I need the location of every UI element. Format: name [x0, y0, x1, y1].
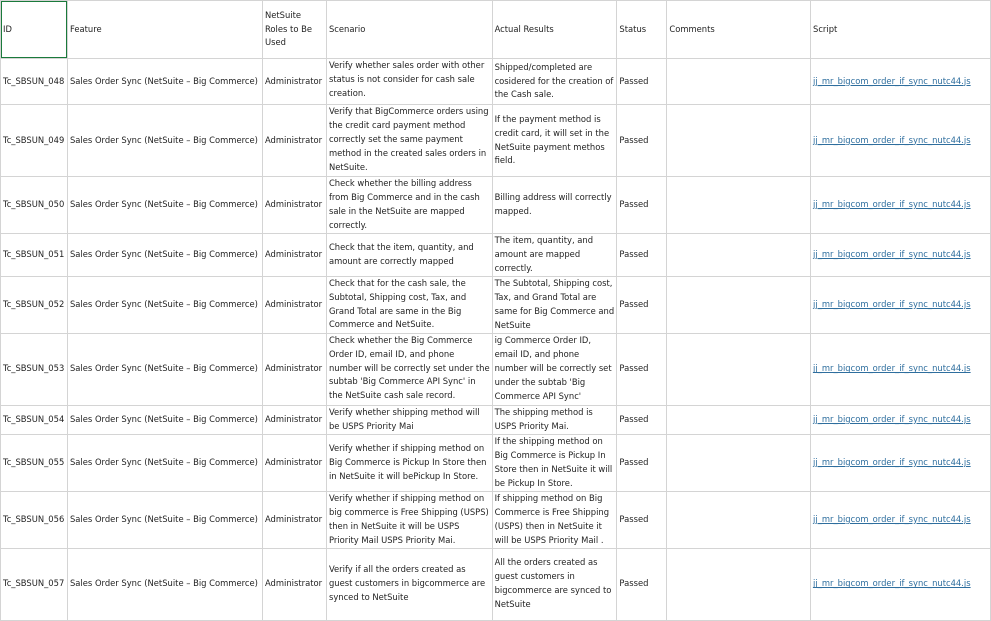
cell-id[interactable]: Tc_SBSUN_055	[1, 434, 68, 491]
cell-script[interactable]	[811, 59, 991, 105]
header-comments[interactable]: Comments	[667, 1, 811, 59]
script-link[interactable]: jj_mr_bigcom_order_if_sync_nutc44.js	[813, 199, 971, 210]
cell-scenario[interactable]: Verify if all the orders created as guest customers in bigcommerce are synced to NetSuite	[326, 548, 492, 620]
cell-feature[interactable]: Sales Order Sync (NetSuite – Big Commerce)	[67, 177, 262, 234]
header-id[interactable]: ID	[1, 1, 68, 59]
cell-script[interactable]	[811, 276, 991, 333]
cell-feature[interactable]: Sales Order Sync (NetSuite – Big Commerce)	[67, 491, 262, 548]
cell-script[interactable]	[811, 548, 991, 620]
cell-status[interactable]: Passed	[617, 405, 667, 434]
cell-actual-results[interactable]: If shipping method on Big Commerce is Free Shipping (USPS) then in NetSuite it will be USPS Priority Mail .	[492, 491, 617, 548]
cell-script[interactable]	[811, 105, 991, 177]
table-row	[1, 405, 991, 434]
cell-roles[interactable]: Administrator	[262, 276, 326, 333]
cell-id[interactable]: Tc_SBSUN_052	[1, 276, 68, 333]
script-link[interactable]: jj_mr_bigcom_order_if_sync_nutc44.js	[813, 413, 971, 424]
cell-script[interactable]	[811, 177, 991, 234]
script-link[interactable]: jj_mr_bigcom_order_if_sync_nutc44.js	[813, 363, 971, 374]
script-link[interactable]: jj_mr_bigcom_order_if_sync_nutc44.js	[813, 248, 971, 259]
table-row	[1, 234, 991, 277]
cell-id[interactable]: Tc_SBSUN_049	[1, 105, 68, 177]
cell-status[interactable]: Passed	[617, 548, 667, 620]
cell-status[interactable]: Passed	[617, 234, 667, 277]
script-link[interactable]: jj_mr_bigcom_order_if_sync_nutc44.js	[813, 513, 971, 524]
cell-roles[interactable]: Administrator	[262, 234, 326, 277]
cell-actual-results[interactable]: ig Commerce Order ID, email ID, and phone number will be correctly set under the subtab 'Big Commerce API Sync'	[492, 333, 617, 405]
script-link[interactable]: jj_mr_bigcom_order_if_sync_nutc44.js	[813, 134, 971, 145]
header-scenario[interactable]: Scenario	[326, 1, 492, 59]
cell-roles[interactable]: Administrator	[262, 105, 326, 177]
cell-comments[interactable]	[667, 59, 811, 105]
cell-roles[interactable]: Administrator	[262, 548, 326, 620]
cell-actual-results[interactable]: All the orders created as guest customers in bigcommerce are synced to NetSuite	[492, 548, 617, 620]
cell-status[interactable]: Passed	[617, 276, 667, 333]
cell-actual-results[interactable]: The item, quantity, and amount are mapped correctly.	[492, 234, 617, 277]
cell-scenario[interactable]: Verify that BigCommerce orders using the credit card payment method correctly set the same payment method in the created sales orders in NetSuite.	[326, 105, 492, 177]
cell-scenario[interactable]: Check whether the Big Commerce Order ID, email ID, and phone number will be correctly set under the subtab 'Big Commerce API Sync' in the NetSuite cash sale record.	[326, 333, 492, 405]
cell-status[interactable]: Passed	[617, 177, 667, 234]
table-row	[1, 59, 991, 105]
cell-id[interactable]: Tc_SBSUN_048	[1, 59, 68, 105]
cell-actual-results[interactable]: The Subtotal, Shipping cost, Tax, and Grand Total are same for Big Commerce and NetSuite	[492, 276, 617, 333]
header-actual-results[interactable]: Actual Results	[492, 1, 617, 59]
cell-status[interactable]: Passed	[617, 434, 667, 491]
cell-feature[interactable]: Sales Order Sync (NetSuite – Big Commerce)	[67, 333, 262, 405]
cell-feature[interactable]: Sales Order Sync (NetSuite – Big Commerce)	[67, 405, 262, 434]
table-row	[1, 333, 991, 405]
header-status[interactable]: Status	[617, 1, 667, 59]
cell-roles[interactable]: Administrator	[262, 177, 326, 234]
table-row	[1, 276, 991, 333]
cell-roles[interactable]: Administrator	[262, 333, 326, 405]
cell-comments[interactable]	[667, 105, 811, 177]
cell-status[interactable]: Passed	[617, 105, 667, 177]
cell-id[interactable]: Tc_SBSUN_054	[1, 405, 68, 434]
header-roles[interactable]: NetSuite Roles to Be Used	[262, 1, 326, 59]
script-link[interactable]: jj_mr_bigcom_order_if_sync_nutc44.js	[813, 75, 971, 86]
cell-actual-results[interactable]: Shipped/completed are cosidered for the creation of the Cash sale.	[492, 59, 617, 105]
cell-roles[interactable]: Administrator	[262, 59, 326, 105]
cell-actual-results[interactable]: If the shipping method on Big Commerce is Pickup In Store then in NetSuite it will be Pickup In Store.	[492, 434, 617, 491]
header-script[interactable]: Script	[811, 1, 991, 59]
cell-scenario[interactable]: Check whether the billing address from Big Commerce and in the cash sale in the NetSuite are mapped correctly.	[326, 177, 492, 234]
header-feature[interactable]: Feature	[67, 1, 262, 59]
table-row	[1, 434, 991, 491]
cell-id[interactable]: Tc_SBSUN_056	[1, 491, 68, 548]
cell-id[interactable]: Tc_SBSUN_053	[1, 333, 68, 405]
cell-roles[interactable]: Administrator	[262, 491, 326, 548]
cell-feature[interactable]: Sales Order Sync (NetSuite – Big Commerce)	[67, 105, 262, 177]
cell-feature[interactable]: Sales Order Sync (NetSuite – Big Commerce)	[67, 434, 262, 491]
cell-script[interactable]	[811, 405, 991, 434]
cell-scenario[interactable]: Verify whether sales order with other status is not consider for cash sale creation.	[326, 59, 492, 105]
cell-comments[interactable]	[667, 177, 811, 234]
cell-feature[interactable]: Sales Order Sync (NetSuite – Big Commerce)	[67, 59, 262, 105]
cell-scenario[interactable]: Check that the item, quantity, and amount are correctly mapped	[326, 234, 492, 277]
cell-actual-results[interactable]: The shipping method is USPS Priority Mai.	[492, 405, 617, 434]
cell-comments[interactable]	[667, 434, 811, 491]
table-row	[1, 105, 991, 177]
cell-comments[interactable]	[667, 234, 811, 277]
cell-status[interactable]: Passed	[617, 59, 667, 105]
cell-comments[interactable]	[667, 405, 811, 434]
cell-feature[interactable]: Sales Order Sync (NetSuite – Big Commerce)	[67, 234, 262, 277]
cell-feature[interactable]: Sales Order Sync (NetSuite – Big Commerce)	[67, 276, 262, 333]
cell-scenario[interactable]: Verify whether if shipping method on big commerce is Free Shipping (USPS) then in NetSuite it will be USPS Priority Mail USPS Priority Mai.	[326, 491, 492, 548]
script-link[interactable]: jj_mr_bigcom_order_if_sync_nutc44.js	[813, 578, 971, 589]
cell-roles[interactable]: Administrator	[262, 434, 326, 491]
cell-script[interactable]	[811, 491, 991, 548]
table-row	[1, 177, 991, 234]
table-row	[1, 491, 991, 548]
cell-feature[interactable]: Sales Order Sync (NetSuite – Big Commerce)	[67, 548, 262, 620]
script-link[interactable]: jj_mr_bigcom_order_if_sync_nutc44.js	[813, 298, 971, 309]
cell-script[interactable]	[811, 333, 991, 405]
cell-id[interactable]: Tc_SBSUN_050	[1, 177, 68, 234]
cell-actual-results[interactable]: Billing address will correctly mapped.	[492, 177, 617, 234]
cell-status[interactable]: Passed	[617, 491, 667, 548]
cell-id[interactable]: Tc_SBSUN_051	[1, 234, 68, 277]
cell-status[interactable]: Passed	[617, 333, 667, 405]
cell-comments[interactable]	[667, 548, 811, 620]
cell-comments[interactable]	[667, 333, 811, 405]
cell-comments[interactable]	[667, 276, 811, 333]
header-row	[1, 1, 991, 59]
cell-scenario[interactable]: Verify whether if shipping method on Big Commerce is Pickup In Store then in NetSuite it will bePickup In Store.	[326, 434, 492, 491]
cell-roles[interactable]: Administrator	[262, 405, 326, 434]
cell-script[interactable]	[811, 434, 991, 491]
cell-actual-results[interactable]: If the payment method is credit card, it will set in the NetSuite payment methos field.	[492, 105, 617, 177]
cell-scenario[interactable]: Verify whether shipping method will be USPS Priority Mai	[326, 405, 492, 434]
table-row	[1, 548, 991, 620]
cell-script[interactable]	[811, 234, 991, 277]
cell-scenario[interactable]: Check that for the cash sale, the Subtotal, Shipping cost, Tax, and Grand Total are same in the Big Commerce and NetSuite.	[326, 276, 492, 333]
cell-comments[interactable]	[667, 491, 811, 548]
script-link[interactable]: jj_mr_bigcom_order_if_sync_nutc44.js	[813, 456, 971, 467]
cell-id[interactable]: Tc_SBSUN_057	[1, 548, 68, 620]
